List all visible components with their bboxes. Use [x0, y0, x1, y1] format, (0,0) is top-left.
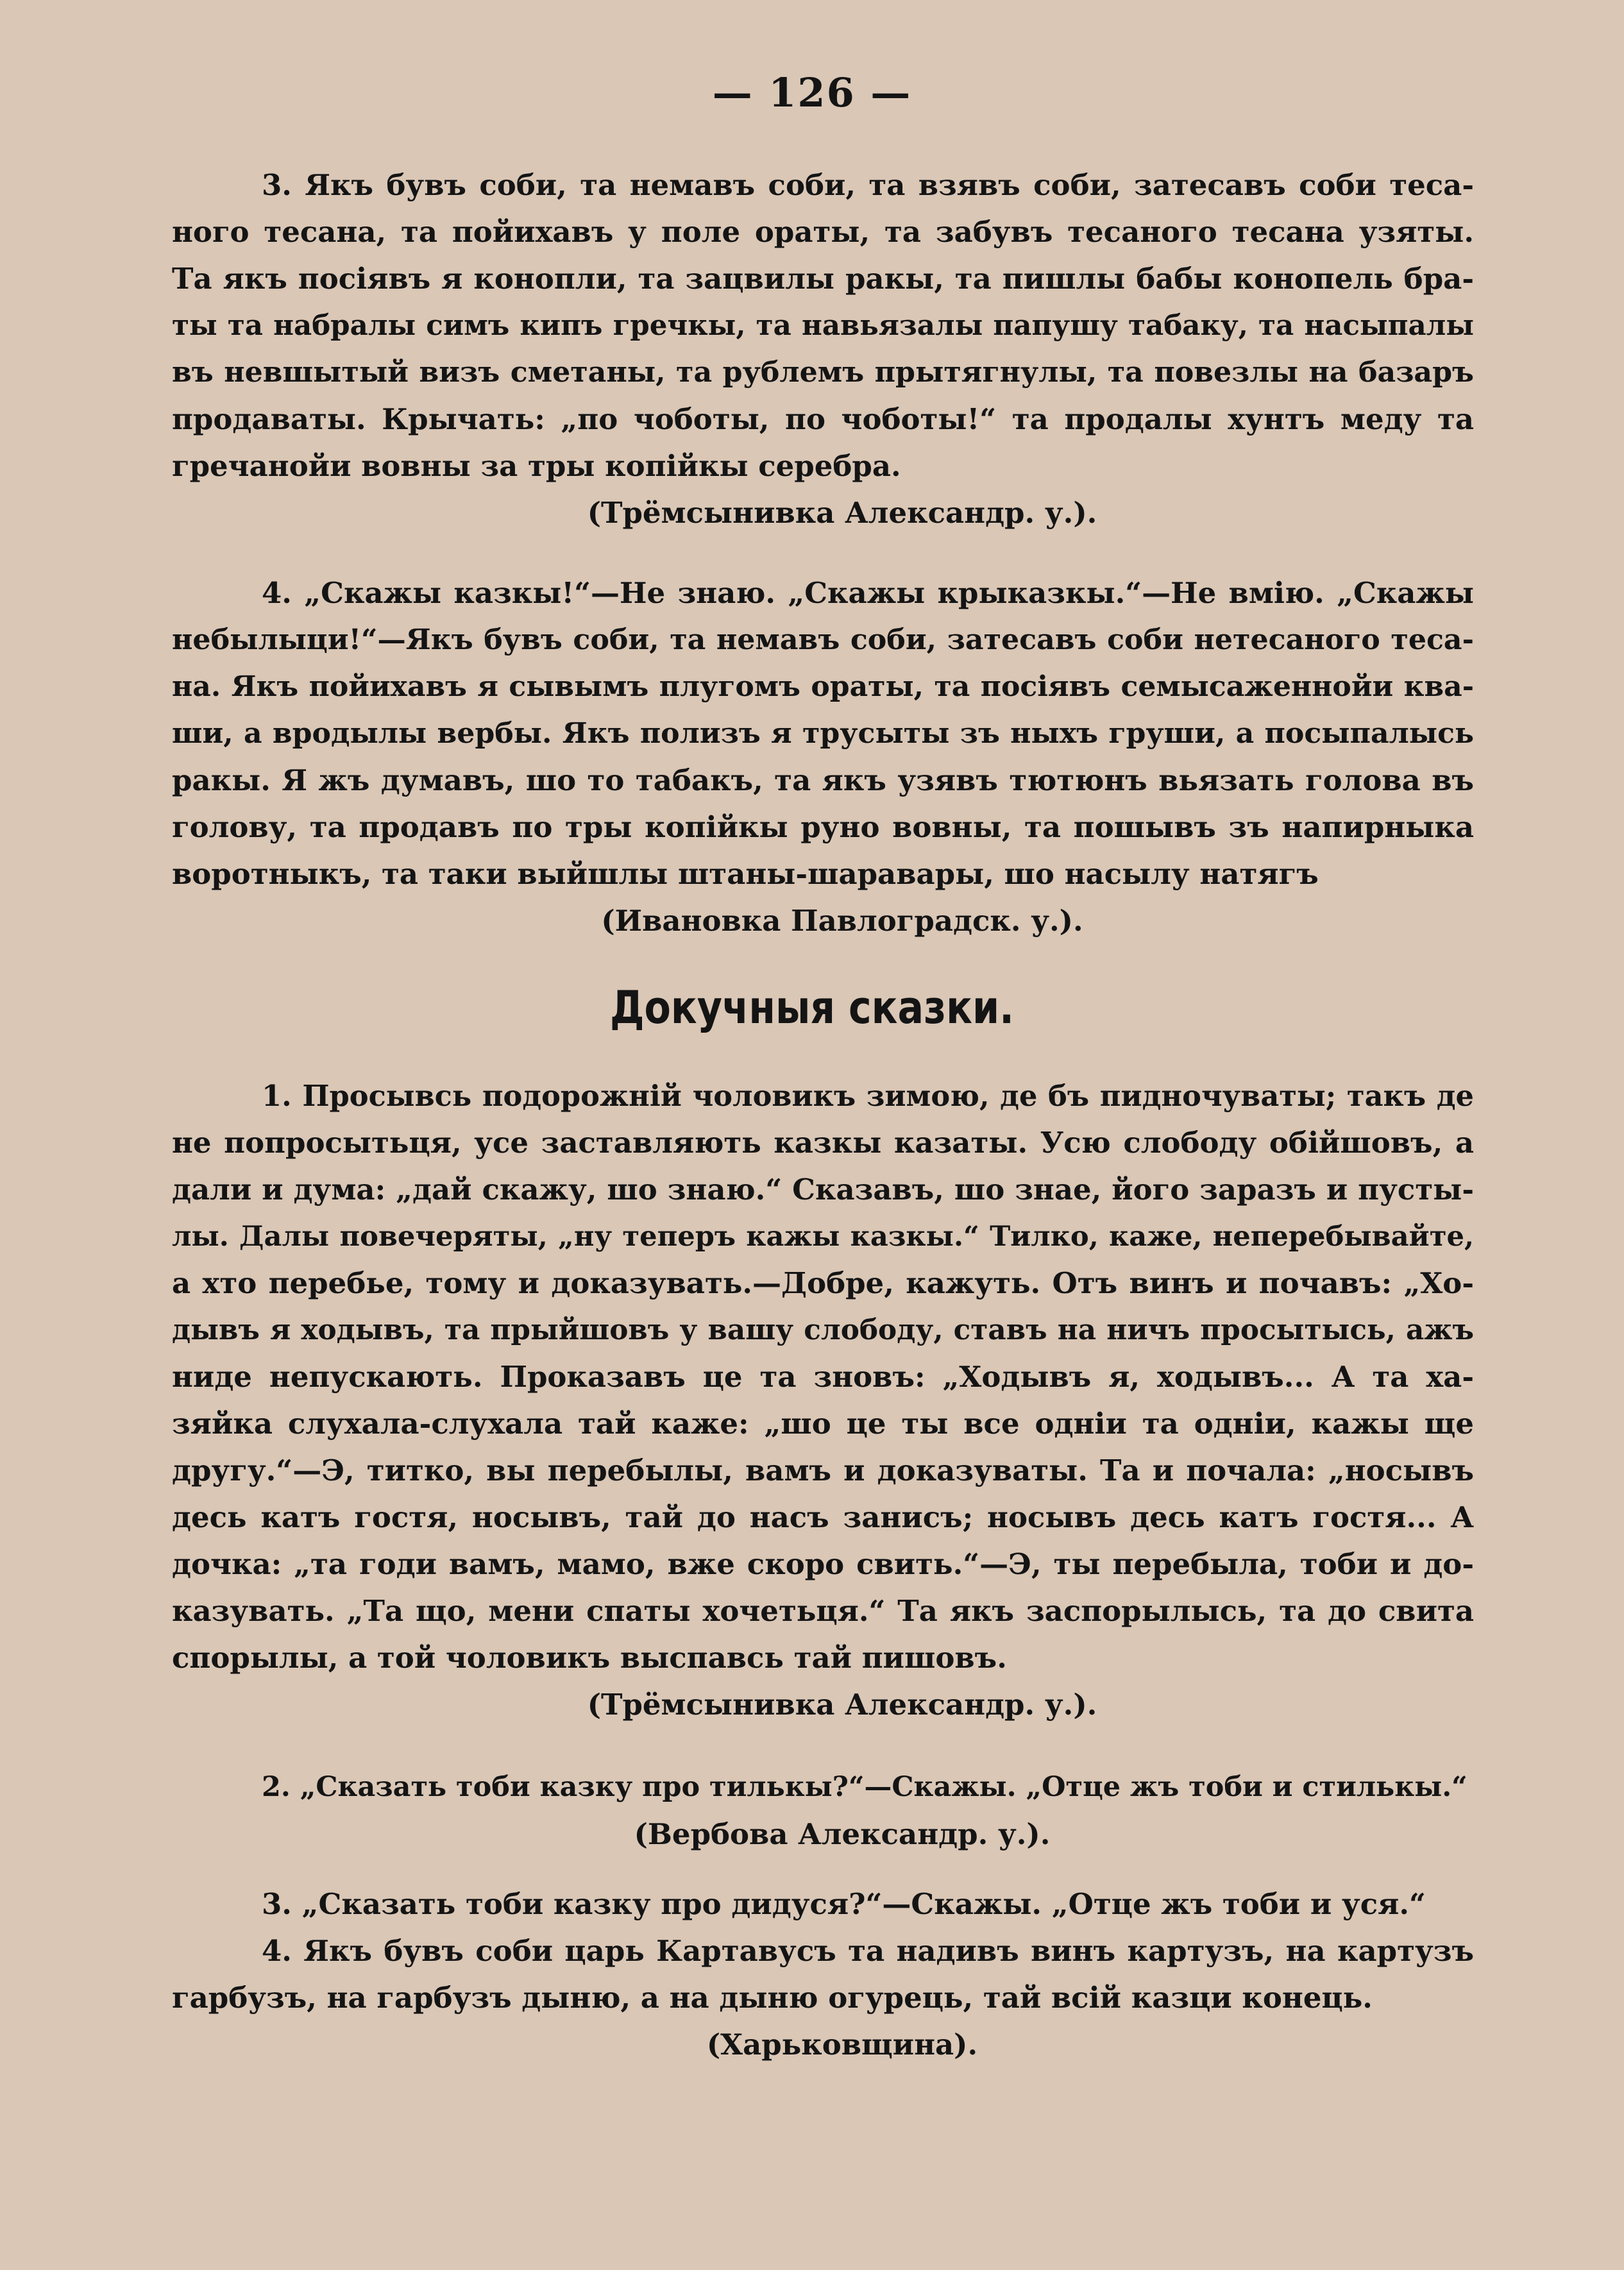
text-line: десь катъ гостя, носывъ, тай до насъ занисъ; носывъ десь катъ гостя... А	[172, 1500, 1474, 1534]
text-line: не попросытьця, усе заставляють казкы казаты. Усю слободу обійшовъ, а	[172, 1126, 1474, 1160]
source-attribution: (Трёмсынивка Александр. у.).	[587, 1688, 1097, 1722]
source-attribution: (Вербова Александр. у.).	[634, 1817, 1051, 1851]
text-line: 4. „Скажы казкы!“—Не знаю. „Скажы крыказкы.“—Не вмію. „Скажы	[262, 576, 1474, 610]
source-attribution: (Ивановка Павлоградск. у.).	[601, 904, 1083, 938]
text-line: спорылы, а той чоловикъ выспавсь тай пишовъ.	[172, 1641, 1007, 1675]
text-line: гречанойи вовны за тры копійкы серебра.	[172, 449, 901, 483]
text-line: ниде непускають. Проказавъ це та зновъ: „Ходывъ я, ходывъ... А та ха-	[172, 1360, 1474, 1394]
text-line: Та якъ посіявъ я конопли, та зацвилы ракы, та пишлы бабы конопель бра-	[172, 262, 1474, 296]
page-number: — 126 —	[712, 69, 912, 116]
text-line: въ невшытый визъ сметаны, та рублемъ прытягнулы, та повезлы на базаръ	[172, 355, 1474, 389]
text-line: ты та набралы симъ кипъ гречкы, та навьязалы папушу табаку, та насыпалы	[172, 309, 1474, 342]
tale-4-paragraph	[172, 570, 1474, 944]
text-line: казувать. „Та що, мени спаты хочетьця.“ Та якъ заспорылысь, та до свита	[172, 1594, 1474, 1628]
text-line: голову, та продавъ по тры копійкы руно вовны, та пошывъ зъ напирныка	[172, 810, 1474, 844]
tedious-tale-1-paragraph	[172, 1072, 1474, 1728]
text-line: дочка: „та годи вамъ, мамо, вже скоро свить.“—Э, ты перебыла, тоби и до-	[172, 1547, 1474, 1581]
text-line: зяйка слухала-слухала тай каже: „шо це ты все одніи та одніи, кажы ще	[172, 1407, 1474, 1441]
source-attribution: (Харьковщина).	[706, 2028, 978, 2062]
text-line: лы. Далы повечеряты, „ну теперъ кажы казкы.“ Тилко, каже, неперебывайте,	[172, 1220, 1474, 1253]
text-line: ракы. Я жъ думавъ, шо то табакъ, та якъ узявъ тютюнъ вьязать голова въ	[172, 763, 1474, 797]
source-attribution: (Трёмсынивка Александр. у.).	[587, 496, 1097, 530]
text-line: 3. Якъ бувъ соби, та немавъ соби, та взявъ соби, затесавъ соби теса-	[262, 168, 1474, 202]
text-line: дали и дума: „дай скажу, шо знаю.“ Сказавъ, шо знае, його заразъ и пусты-	[172, 1173, 1474, 1207]
text-line: 1. Просывсь подорожній чоловикъ зимою, де бъ пидночуваты; такъ де	[262, 1079, 1474, 1113]
tale-3-paragraph	[172, 162, 1474, 536]
text-line: 3. „Сказать тоби казку про дидуся?“—Скажы. „Отце жъ тоби и уся.“	[262, 1887, 1426, 1921]
text-line: ного тесана, та пойихавъ у поле ораты, та забувъ тесаного тесана узяты.	[172, 215, 1474, 249]
section-heading: Докучныя сказки.	[609, 981, 1015, 1034]
text-line: продаваты. Крычать: „по чоботы, по чоботы!“ та продалы хунтъ меду та	[172, 402, 1474, 436]
text-line: 4. Якъ бувъ соби царь Картавусъ та надивъ винъ картузъ, на картузъ	[262, 1934, 1474, 1968]
tedious-tale-4-paragraph	[172, 1927, 1474, 2068]
text-line: воротныкъ, та таки выйшлы штаны-шаравары, шо насылу натягъ	[172, 857, 1319, 891]
text-line: ши, а вродылы вербы. Якъ полизъ я трусыты зъ ныхъ груши, а посыпалысь	[172, 716, 1474, 750]
text-line: гарбузъ, на гарбузъ дыню, а на дыню огурець, тай всій казци конець.	[172, 1981, 1373, 2015]
tedious-tale-2-paragraph	[172, 1764, 1474, 1858]
text-line: небылыци!“—Якъ бувъ соби, та немавъ соби, затесавъ соби нетесаного теса-	[172, 623, 1474, 656]
text-line: а хто перебье, тому и доказувать.—Добре, кажуть. Отъ винъ и почавъ: „Хо-	[172, 1266, 1474, 1300]
text-line: на. Якъ пойихавъ я сывымъ плугомъ ораты, та посіявъ семысаженнойи ква-	[172, 670, 1474, 703]
text-line: дывъ я ходывъ, та прыйшовъ у вашу слободу, ставъ на ничъ просытысь, ажъ	[172, 1314, 1474, 1346]
tedious-tale-3-paragraph	[172, 1881, 1474, 1927]
text-line: другу.“—Э, титко, вы перебылы, вамъ и доказуваты. Та и почала: „носывъ	[172, 1453, 1474, 1487]
text-line: 2. „Сказать тоби казку про тилькы?“—Скажы. „Отце жъ тоби и стилькы.“	[262, 1771, 1468, 1803]
